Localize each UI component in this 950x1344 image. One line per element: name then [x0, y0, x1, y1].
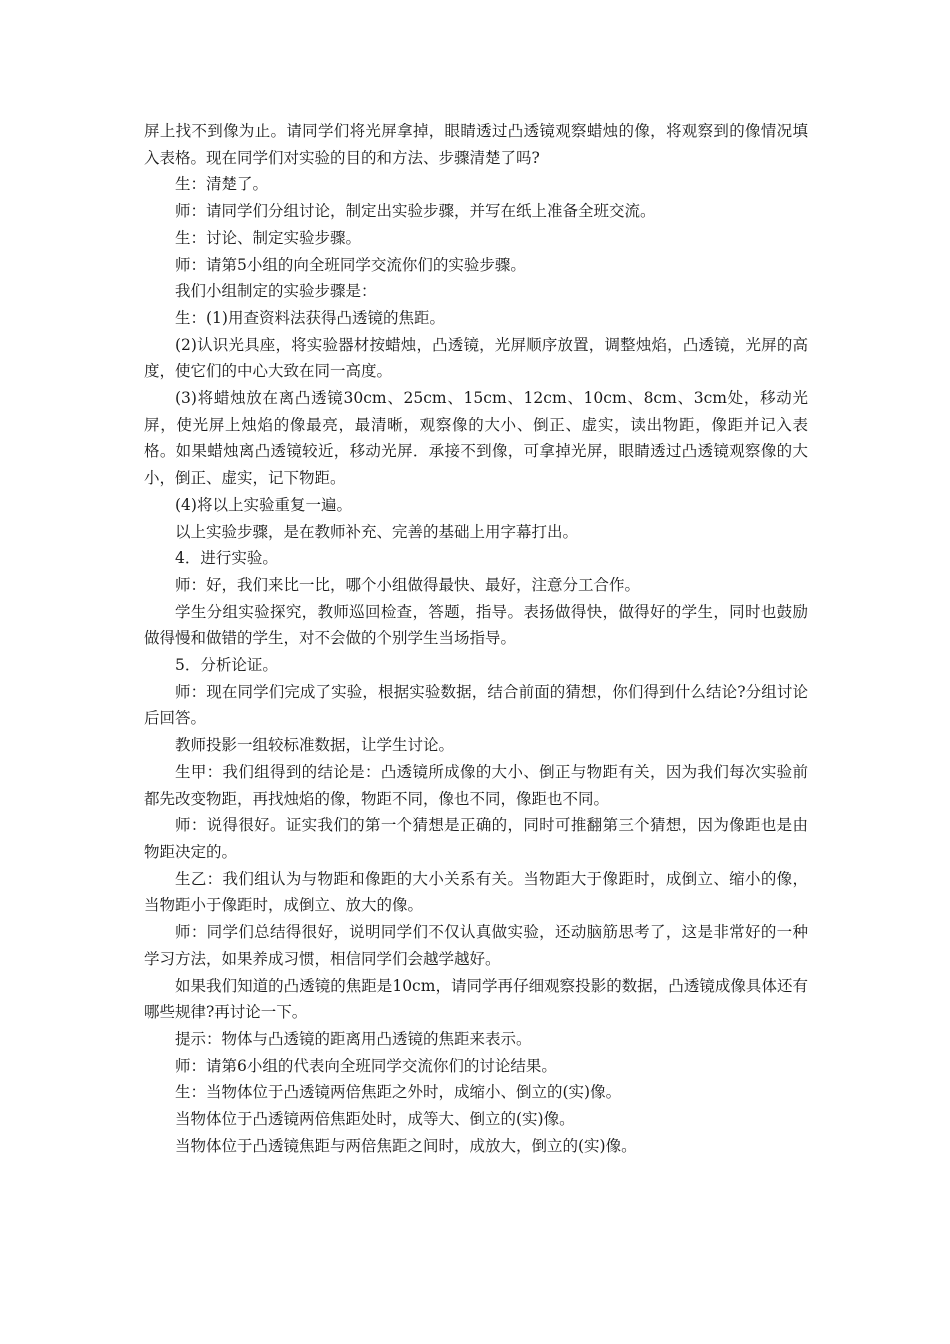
paragraph-student-b: 生乙：我们组认为与物距和像距的大小关系有关。当物距大于像距时，成倒立、缩小的像，当物距小于像距时，成倒立、放大的像。 — [144, 869, 808, 915]
paragraph-student-discussion: 生：讨论、制定实验步骤。 — [175, 228, 362, 247]
section-heading-analysis: 5．分析论证。 — [175, 656, 278, 675]
paragraph-student-reply: 生：清楚了。 — [175, 175, 269, 194]
paragraph-step-1: 生：(1)用查资料法获得凸透镜的焦距。 — [175, 308, 445, 327]
paragraph-student-a: 生甲：我们组得到的结论是：凸透镜所成像的大小、倒正与物距有关，因为我们每次实验前都先改变物距，再找烛焰的像，物距不同，像也不同，像距也不同。 — [144, 762, 808, 808]
paragraph-steps-note: 以上实验步骤，是在教师补充、完善的基础上用字幕打出。 — [175, 522, 579, 541]
paragraph-teacher-conclusion-question: 师：现在同学们完成了实验，根据实验数据，结合前面的猜想，你们得到什么结论?分组讨论后回答。 — [144, 682, 808, 728]
paragraph-group-exploration: 学生分组实验探究，教师巡回检查，答题，指导。表扬做得快，做得好的学生，同时也鼓励做得慢和做错的学生，对不会做的个别学生当场指导。 — [144, 602, 808, 648]
paragraph-hint: 提示：物体与凸透镜的距离用凸透镜的焦距来表示。 — [175, 1029, 532, 1048]
paragraph-teacher-projection: 教师投影一组较标准数据，让学生讨论。 — [175, 736, 455, 755]
paragraph-continuation: 屏上找不到像为止。请同学们将光屏拿掉，眼睛透过凸透镜观察蜡烛的像，将观察到的像情况填入表格。现在同学们对实验的目的和方法、步骤清楚了吗? — [144, 122, 808, 167]
paragraph-result-between-f-2f: 当物体位于凸透镜焦距与两倍焦距之间时，成放大，倒立的(实)像。 — [175, 1136, 637, 1155]
paragraph-teacher-summary: 师：同学们总结得很好，说明同学们不仅认真做实验，还动脑筋思考了，这是非常好的一种学习方法，如果养成习惯，相信同学们会越学越好。 — [144, 923, 808, 968]
paragraph-teacher-group5: 师：请第5小组的向全班同学交流你们的实验步骤。 — [175, 255, 526, 274]
paragraph-group-steps-intro: 我们小组制定的实验步骤是： — [175, 282, 377, 301]
paragraph-step-4: (4)将以上实验重复一遍。 — [175, 495, 352, 514]
document-page — [144, 118, 808, 1159]
paragraph-step-2: (2)认识光具座，将实验器材按蜡烛，凸透镜，光屏顺序放置，调整烛焰，凸透镜，光屏的高度，使它们的中心大致在同一高度。 — [144, 335, 808, 381]
paragraph-teacher-group6: 师：请第6小组的代表向全班同学交流你们的讨论结果。 — [175, 1056, 557, 1075]
paragraph-step-3: (3)将蜡烛放在离凸透镜30cm、25cm、15cm、12cm、10cm、8cm、3cm处，移动光屏，使光屏上烛焰的像最亮，最清晰，观察像的大小、倒正、虚实，读出物距，像距并记入表格。如果蜡烛离凸透镜较近，移动光屏．承接不到像，可拿掉光屏，眼睛透过凸透镜观察像的大小，倒正、虚实，记下物距。 — [144, 389, 808, 488]
paragraph-result-beyond-2f: 生：当物体位于凸透镜两倍焦距之外时，成缩小、倒立的(实)像。 — [175, 1083, 622, 1102]
paragraph-teacher-compete: 师：好，我们来比一比，哪个小组做得最快、最好，注意分工合作。 — [175, 575, 641, 594]
paragraph-teacher-praise: 师：说得很好。证实我们的第一个猜想是正确的，同时可推翻第三个猜想，因为像距也是由物距决定的。 — [144, 816, 808, 861]
section-heading-experiment: 4．进行实验。 — [175, 549, 278, 568]
paragraph-teacher-instruction: 师：请同学们分组讨论，制定出实验步骤，并写在纸上准备全班交流。 — [175, 202, 656, 221]
paragraph-result-at-2f: 当物体位于凸透镜两倍焦距处时，成等大、倒立的(实)像。 — [175, 1110, 575, 1129]
paragraph-focal-length-question: 如果我们知道的凸透镜的焦距是10cm，请同学再仔细观察投影的数据，凸透镜成像具体还有哪些规律?再讨论一下。 — [144, 976, 808, 1022]
